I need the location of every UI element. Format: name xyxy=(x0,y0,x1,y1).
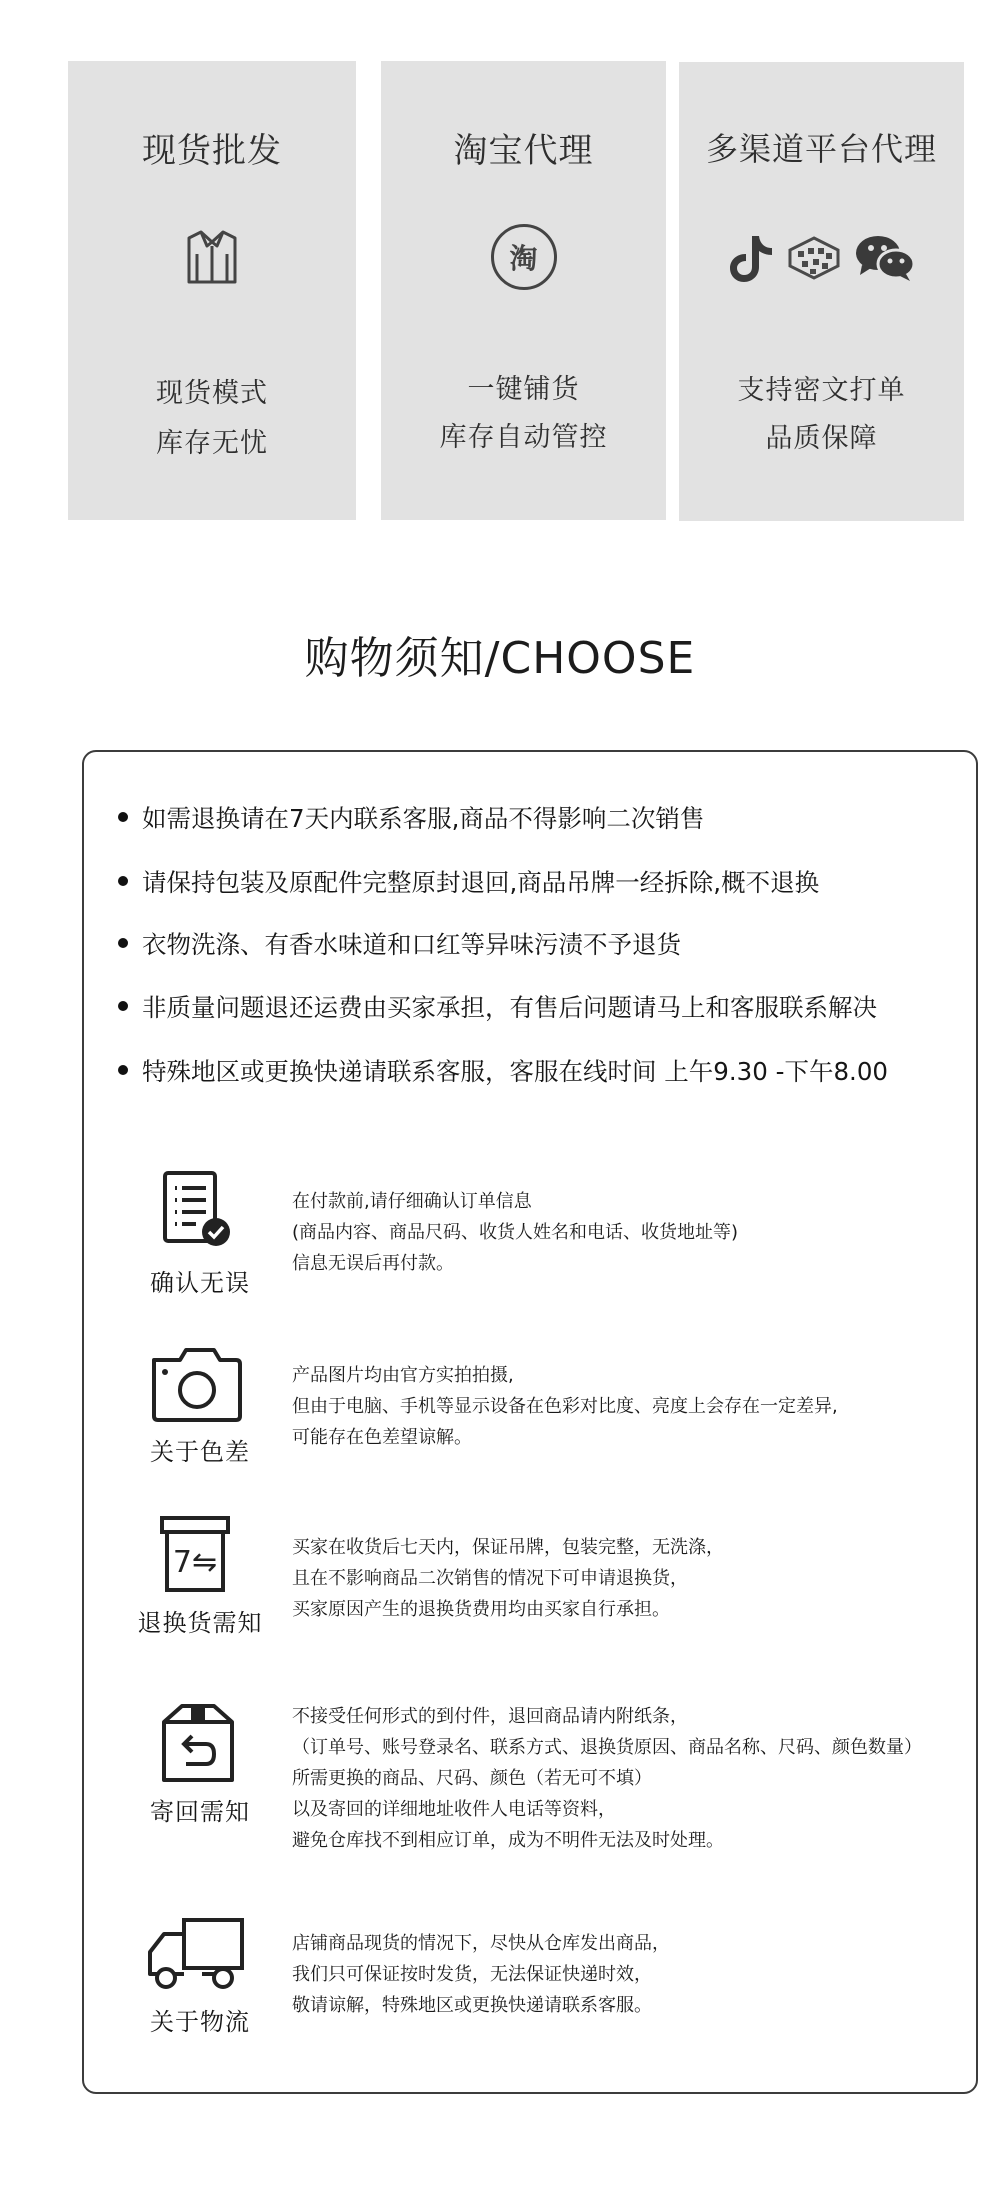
card-line: 库存无忧 xyxy=(156,428,268,459)
info-text: 买家在收货后七天内，保证吊牌，包装完整，无洗涤， 且在不影响商品二次销售的情况下可申请退换货， 买家原因产生的退换货费用均由买家自行承担。 xyxy=(292,1537,724,1620)
info-label: 寄回需知 xyxy=(150,1798,250,1826)
shirt-icon xyxy=(177,222,247,292)
card-spot-wholesale xyxy=(68,61,356,520)
info-label: 退换货需知 xyxy=(137,1609,263,1637)
card-line: 现货模式 xyxy=(156,378,268,409)
card-title: 多渠道平台代理 xyxy=(705,130,937,168)
tiktok-icon xyxy=(728,232,774,284)
info-text: 店铺商品现货的情况下，尽快从仓库发出商品， 我们只可保证按时发货，无法保证快递时效， 敬请谅解，特殊地区或更换快递请联系客服。 xyxy=(292,1933,670,2016)
camera-icon xyxy=(140,1340,260,1430)
info-label: 关于色差 xyxy=(150,1438,250,1466)
info-text: 在付款前,请仔细确认订单信息 (商品内容、商品尺码、收货人姓名和电话、收货地址等) 信息无误后再付款。 xyxy=(292,1191,739,1274)
return-box-icon xyxy=(140,1512,260,1602)
info-text: 不接受任何形式的到付件，退回商品请内附纸条， （订单号、账号登录名、联系方式、退换货原因、商品名称、尺码、颜色数量） 所需更换的商品、尺码、颜色（若无可不填） 以及寄回的详细地址收件人电话等资料， 避免仓库找不到相应订单，成为不明件无法及时处理。 xyxy=(292,1706,922,1851)
truck-icon xyxy=(140,1912,260,2002)
wechat-icon xyxy=(854,233,916,283)
bullet-icon xyxy=(118,812,128,822)
rule-item: 请保持包装及原配件完整原封退回,商品吊牌一经拆除,概不退换 xyxy=(118,861,978,901)
rule-item: 衣物洗涤、有香水味道和口红等异味污渍不予退货 xyxy=(118,923,978,963)
bullet-icon xyxy=(118,1001,128,1011)
rule-item: 如需退换请在7天内联系客服,商品不得影响二次销售 xyxy=(118,797,978,837)
document-check-icon xyxy=(140,1170,260,1260)
info-label: 确认无误 xyxy=(150,1269,250,1297)
card-line: 支持密文打单 xyxy=(737,375,906,406)
card-taobao-agent xyxy=(381,61,666,520)
taobao-icon: 淘 xyxy=(491,224,557,290)
rule-item: 特殊地区或更换快递请联系客服，客服在线时间 上午9.30 -下午8.00 xyxy=(118,1050,978,1090)
card-title: 淘宝代理 xyxy=(453,131,594,171)
bullet-icon xyxy=(118,938,128,948)
card-multichannel-agent xyxy=(679,62,964,521)
rule-item: 非质量问题退还运费由买家承担，有售后问题请马上和客服联系解决 xyxy=(118,986,978,1026)
return-package-icon xyxy=(140,1700,260,1790)
card-line: 库存自动管控 xyxy=(439,422,608,453)
section-title: 购物须知/CHOOSE xyxy=(304,633,696,684)
info-label: 关于物流 xyxy=(150,2008,250,2036)
card-title: 现货批发 xyxy=(142,131,282,171)
card-line: 一键铺货 xyxy=(467,374,580,405)
bullet-icon xyxy=(118,876,128,886)
svg-text:7⇋: 7⇋ xyxy=(172,1545,218,1580)
kuaishou-icon xyxy=(786,234,842,282)
bullet-icon xyxy=(118,1065,128,1075)
info-text: 产品图片均由官方实拍拍摄, 但由于电脑、手机等显示设备在色彩对比度、亮度上会存在一定差异, 可能存在色差望谅解。 xyxy=(292,1365,838,1448)
card-line: 品质保障 xyxy=(765,423,878,454)
